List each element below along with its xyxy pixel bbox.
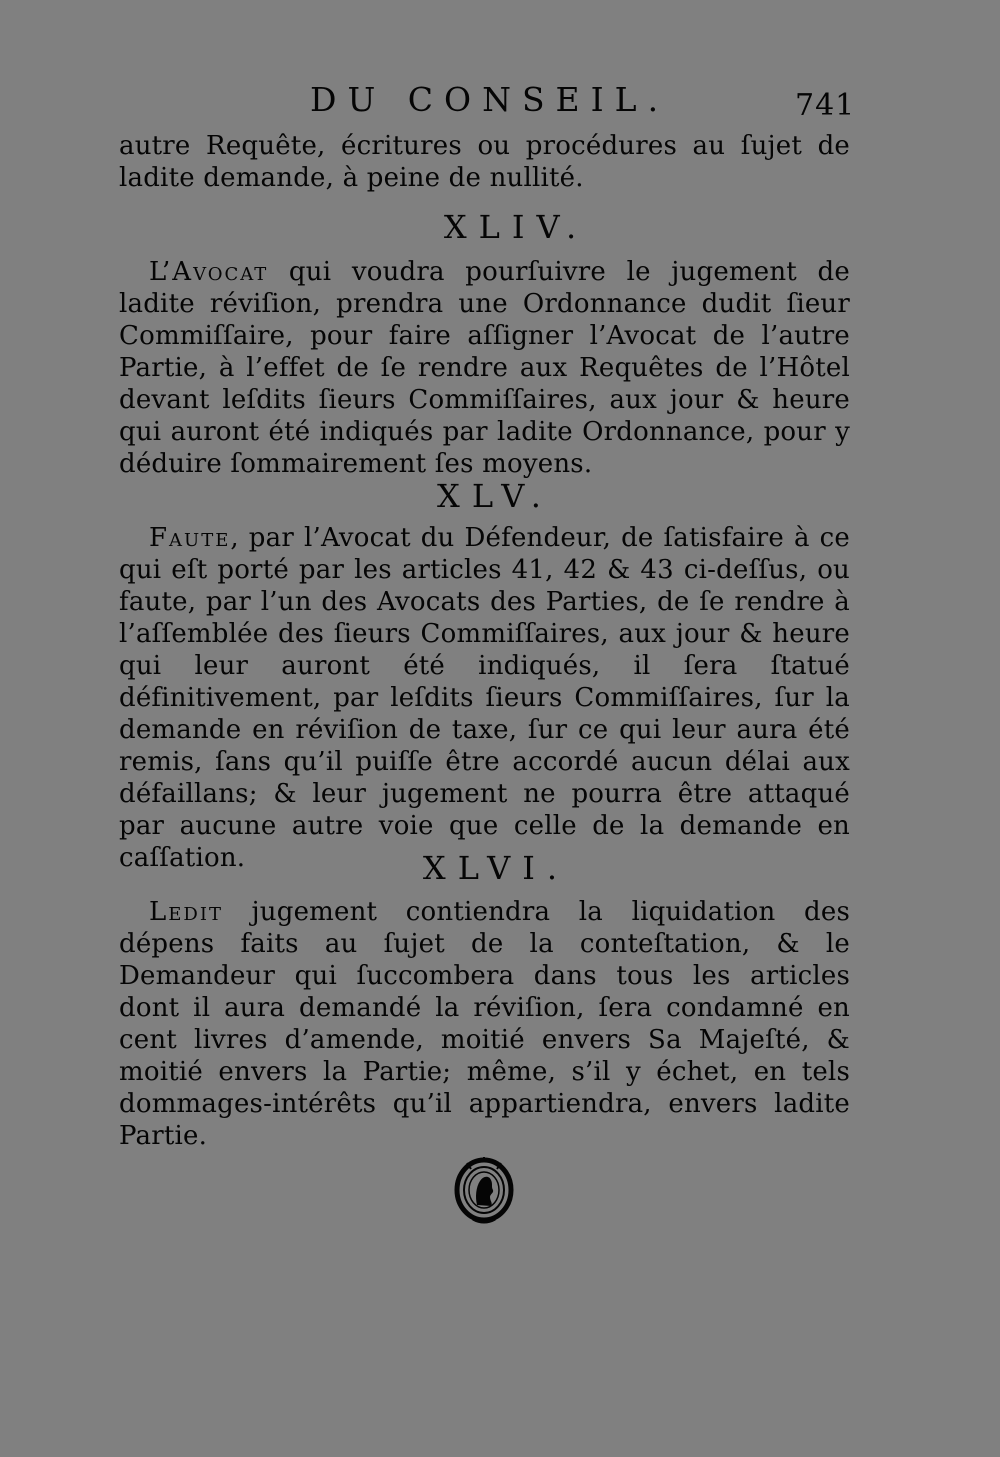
article-lead-word: L’Avocat xyxy=(149,257,269,287)
article-text: qui voudra pourſuivre le jugement de ladite réviſion, prendra une Ordonnance dudit ſieur Commiſſaire, pour faire aſſigner l’Avocat de l’autre Partie, à l’effet de ſe rendre aux Requêtes de l’Hôtel devant leſdits ſieurs Commiſſaires, aux jour & heure qui auront été indiqués par ladite Ordonnance, pour y déduire ſommairement ſes moyens. xyxy=(119,257,850,479)
page-number: 741 xyxy=(795,88,856,123)
article-heading-44: XLIV. xyxy=(443,208,589,246)
oval-portrait-cul-de-lampe-icon xyxy=(453,1157,515,1225)
article-text: , par l’Avocat du Défendeur, de ſatisfaire à ce qui eſt porté par les articles 41, 42 & 43 ci-deſſus, ou faute, par l’un des Avocats des Parties, de ſe rendre à l’aſſemblée des ſieurs Commiſſaires, aux jour & heure qui leur auront été indiqués, il ſera ſtatué définitivement, par leſdits ſieurs Commiſſaires, ſur la demande en réviſion de taxe, ſur ce qui leur aura été remis, ſans qu’il puiſſe être accordé aucun délai aux défaillans; & leur jugement ne pourra être attaqué par aucune autre voie que celle de la demande en caſſation. xyxy=(119,523,850,873)
continuation-paragraph: autre Requête, écritures ou procédures au ſujet de ladite demande, à peine de nullité. xyxy=(119,131,850,193)
article-text: jugement contiendra la liquidation des dépens faits au ſujet de la conteſtation, & le Demandeur qui ſuccombera dans tous les articles dont il aura demandé la réviſion, ſera condamné en cent livres d’amende, moitié envers Sa Majeſté, & moitié envers la Partie; même, s’il y échet, en tels dommages-intérêts qu’il appartiendra, envers ladite Partie. xyxy=(119,897,850,1151)
article-lead-word: Ledit xyxy=(149,897,223,927)
article-heading-45: XLV. xyxy=(437,477,553,515)
article-lead-word: Faute xyxy=(149,523,231,553)
article-heading-46: XLVI. xyxy=(422,849,570,887)
running-head: DU CONSEIL. xyxy=(310,80,670,119)
article-paragraph-44 xyxy=(119,256,850,480)
article-paragraph-45 xyxy=(119,522,850,874)
article-paragraph-46 xyxy=(119,896,850,1152)
